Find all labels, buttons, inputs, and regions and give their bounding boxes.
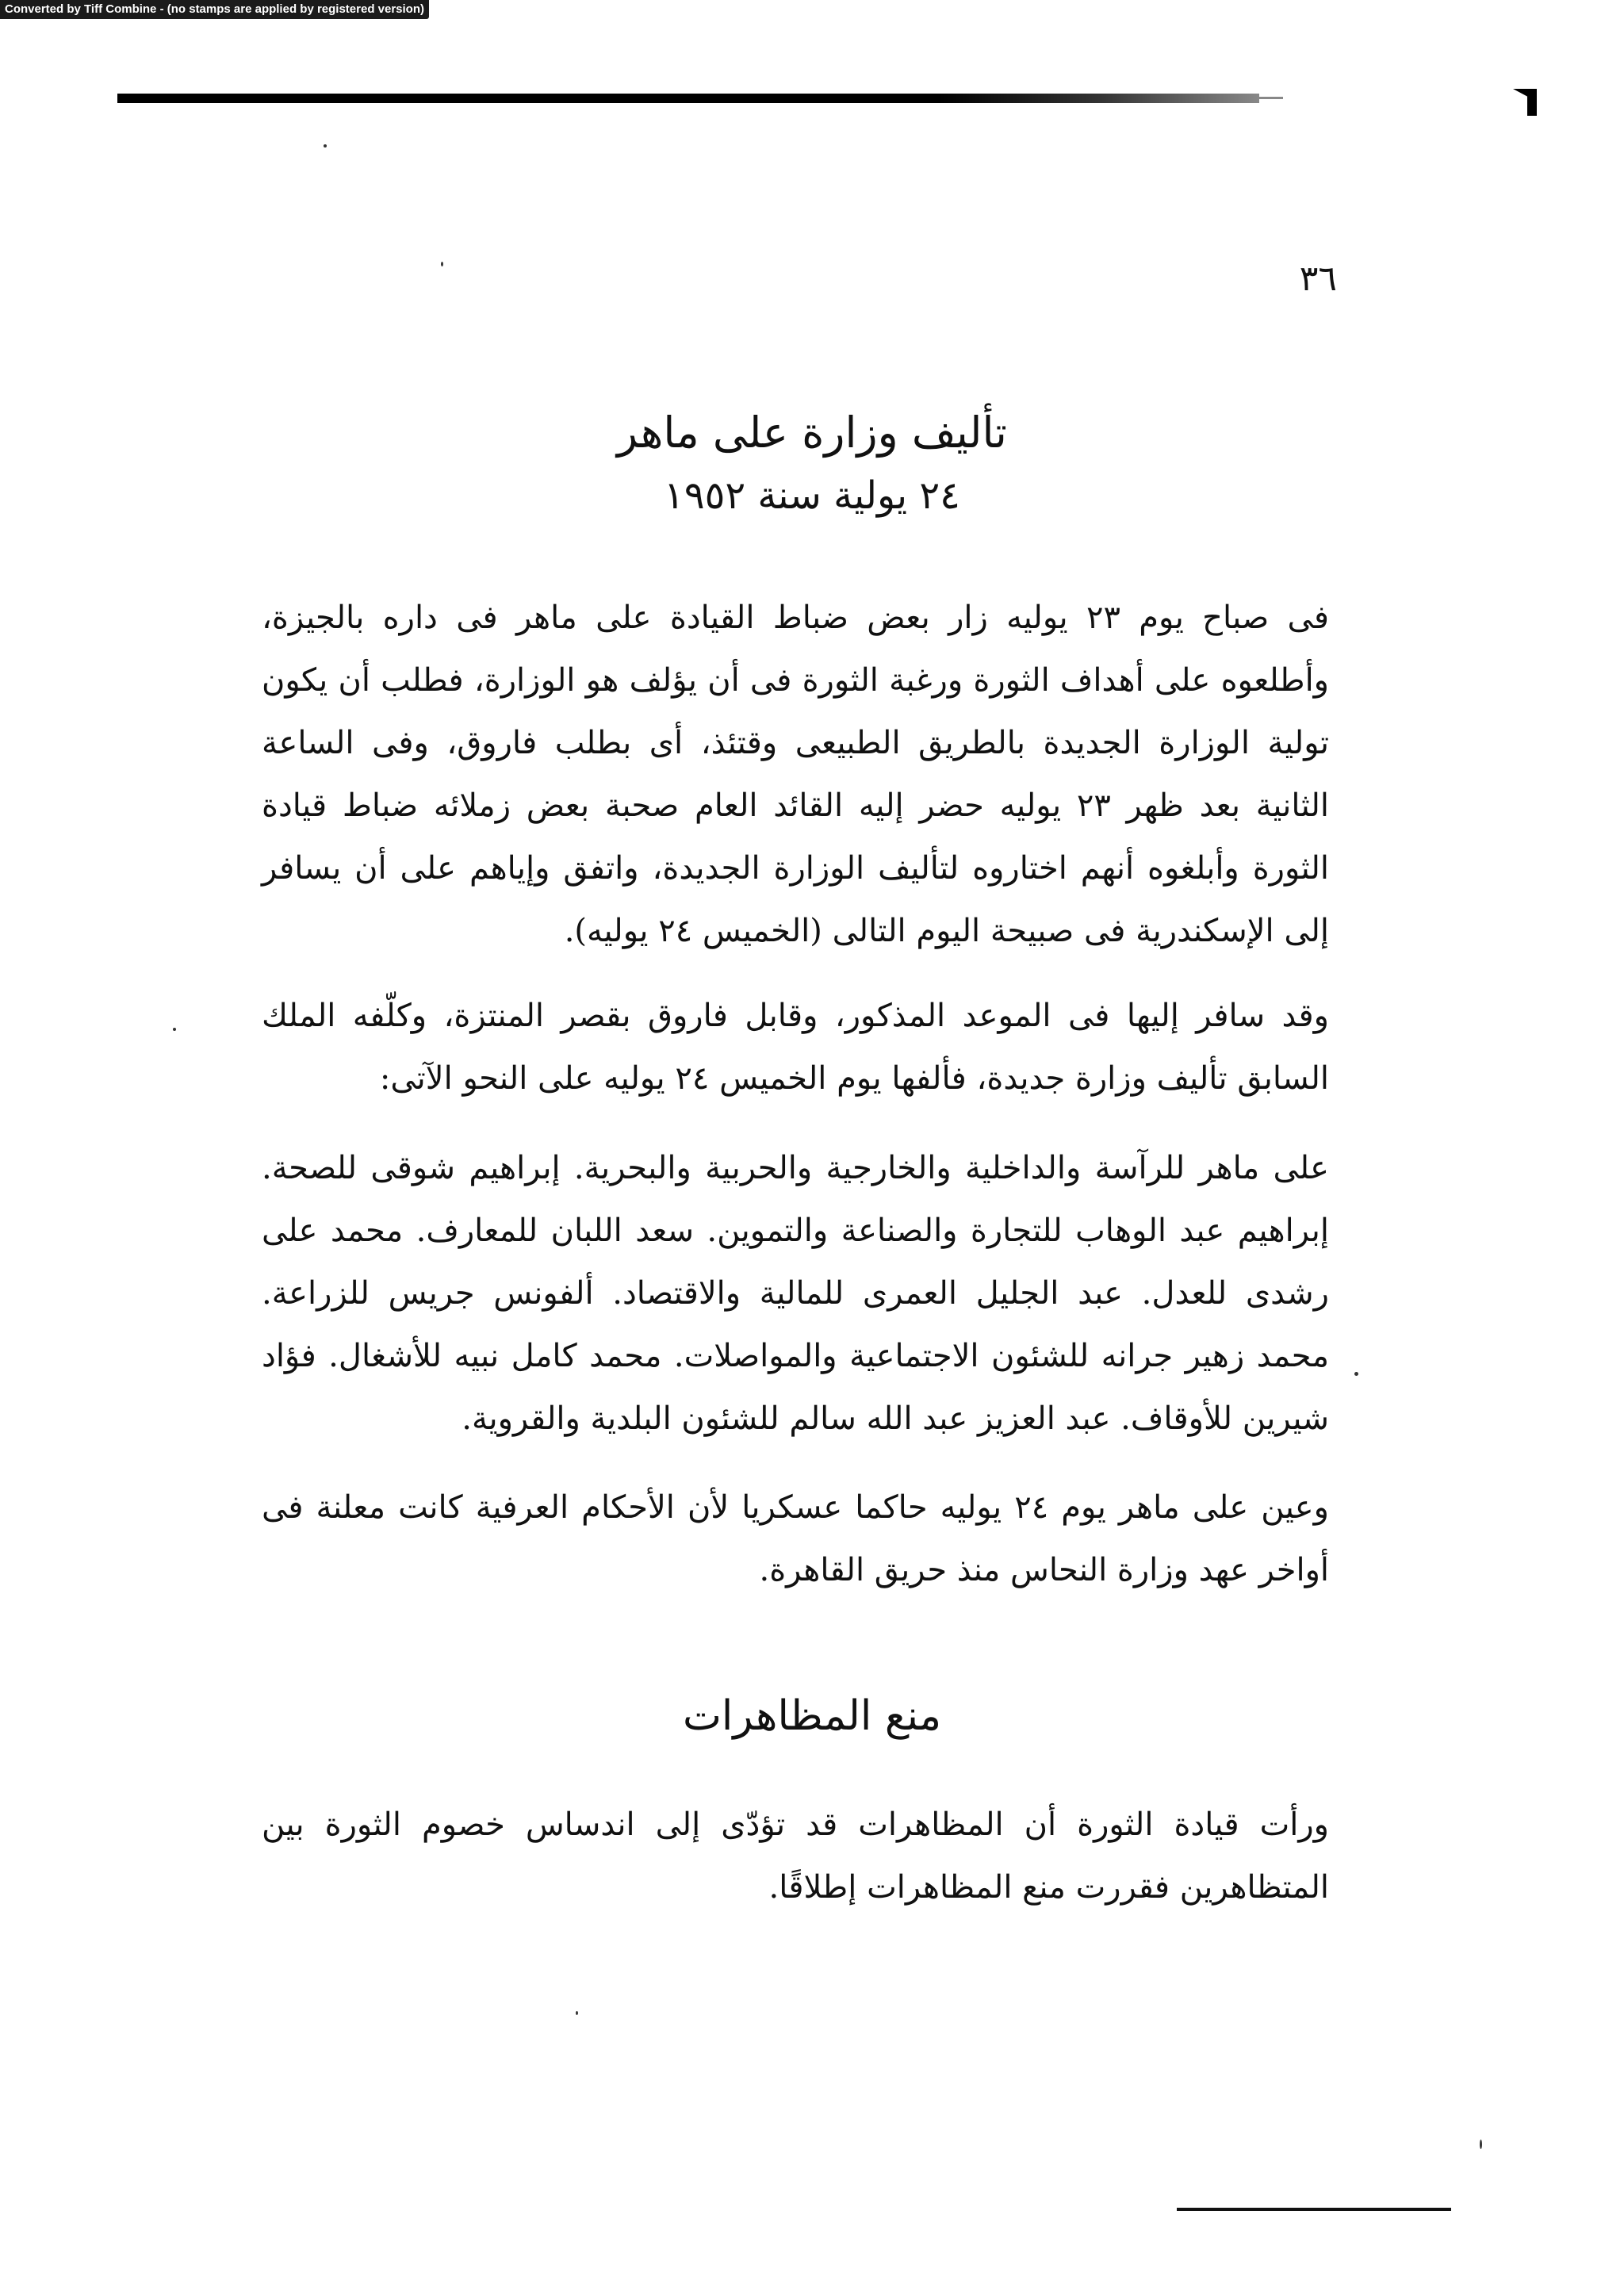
scan-speck	[1354, 1372, 1358, 1376]
bottom-rule	[1177, 2208, 1451, 2211]
scan-speck	[441, 262, 443, 266]
section-heading: منع المظاهرات	[682, 1692, 942, 1740]
scan-speck	[576, 2011, 578, 2015]
page-title: تأليف وزارة على ماهر	[617, 408, 1007, 458]
page-subtitle: ٢٤ يولية سنة ١٩٥٢	[664, 473, 960, 518]
paragraph-1: فى صباح يوم ٢٣ يوليه زار بعض ضباط القيادة على ماهر فى داره بالجيزة، وأطلعوه على أهداف الثورة ورغبة الثورة فى أن يؤلف هو الوزارة، فطلب أن يكون تولية الوزارة الجديدة بالطريق الطبيعى وقتئذ، أى بطلب فاروق، وفى الساعة الثانية بعد ظهر ٢٣ يوليه حضر إليه القائد العام صحبة بعض زملائه ضباط قيادة الثورة وأبلغوه أنهم اختاروه لتأليف الوزارة الجديدة، واتفق وإياهم على أن يسافر إلى الإسكندرية فى صبيحة اليوم التالى (الخميس ٢٤ يوليه).	[262, 600, 1330, 949]
paragraph-4: وعين على ماهر يوم ٢٤ يوليه حاكما عسكريا لأن الأحكام العرفية كانت معلنة فى أواخر عهد وزارة النحاس منذ حريق القاهرة.	[262, 1489, 1329, 1588]
section-paragraph: ورأت قيادة الثورة أن المظاهرات قد تؤدّى إلى اندساس خصوم الثورة بين المتظاهرين فقررت منع المظاهرات إطلاقًا.	[262, 1806, 1329, 1906]
scan-speck	[324, 144, 327, 147]
paragraph-2: وقد سافر إليها فى الموعد المذكور، وقابل فاروق بقصر المنتزة، وكلّفه الملك السابق تأليف وزارة جديدة، فألفها يوم الخميس ٢٤ يوليه على النحو الآتى:	[262, 998, 1329, 1097]
scan-speck	[1480, 2140, 1482, 2149]
corner-mark-stem	[1527, 89, 1537, 116]
page-number: ٣٦	[1299, 259, 1337, 299]
scan-speck	[173, 1028, 176, 1031]
paragraph-3: على ماهر للرآسة والداخلية والخارجية والحربية والبحرية. إبراهيم شوقى للصحة. إبراهيم عبد الوهاب للتجارة والصناعة والتموين. سعد اللبان للمعارف. محمد على رشدى للعدل. عبد الجليل العمرى للمالية والاقتصاد. ألفونس جريس للزراعة. محمد زهير جرانه للشئون الاجتماعية والمواصلات. محمد كامل نبيه للأشغال. فؤاد شيرين للأوقاف. عبد العزيز عبد الله سالم للشئون البلدية والقروية.	[262, 1150, 1330, 1437]
watermark-banner: Converted by Tiff Combine - (no stamps are applied by registered version)	[0, 0, 429, 19]
top-rule-tail	[1259, 97, 1283, 99]
top-rule	[117, 94, 1259, 103]
